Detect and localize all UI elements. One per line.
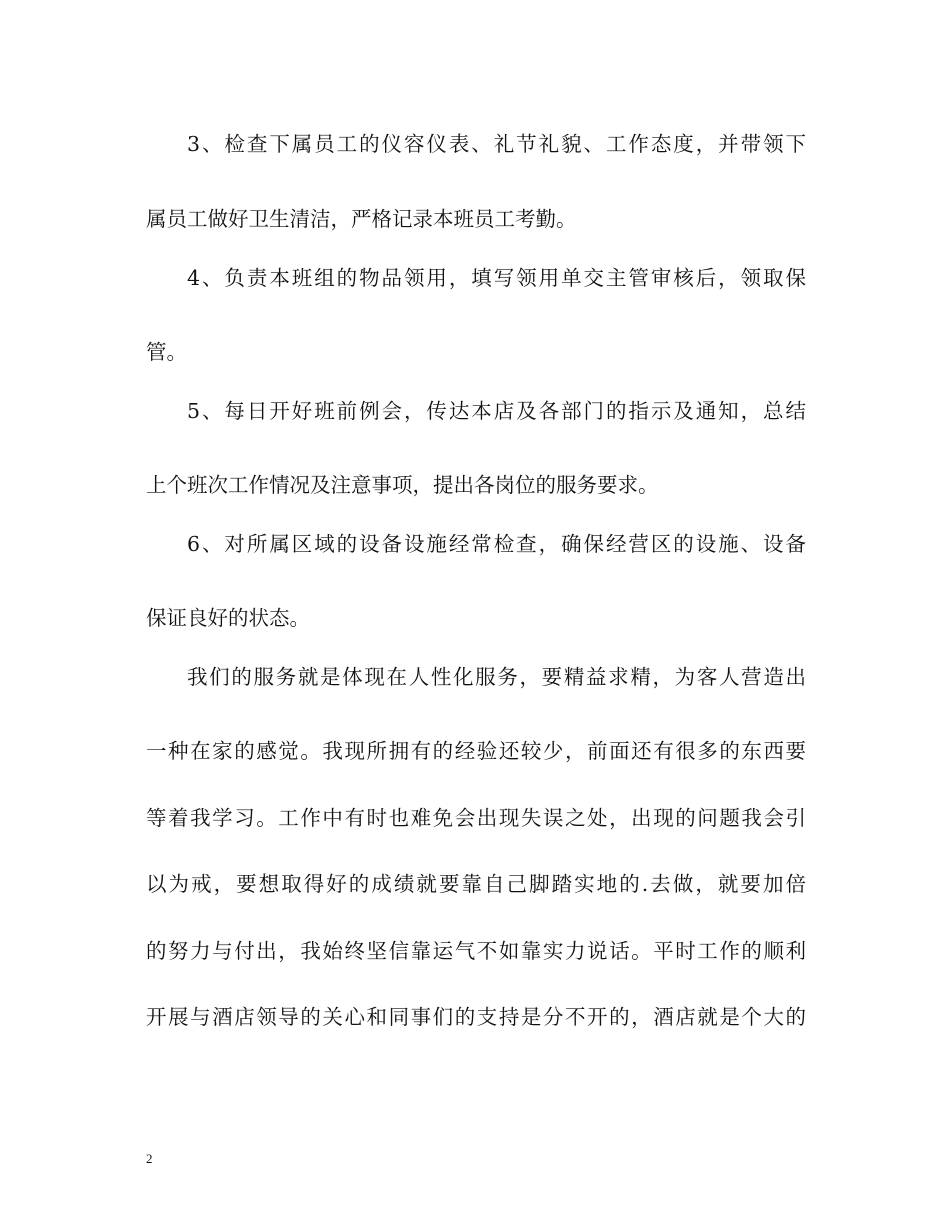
text-line: 管。 — [146, 340, 187, 364]
text-line: 一种在家的感觉。我现所拥有的经验还较少，前面还有很多的东西要 — [146, 739, 806, 763]
text-line: 保证良好的状态。 — [146, 606, 310, 630]
text-line: 5、每日开好班前例会，传达本店及各部门的指示及通知，总结 — [187, 399, 806, 423]
text-line: 4、负责本班组的物品领用，填写领用单交主管审核后，领取保 — [187, 266, 806, 290]
text-line: 我们的服务就是体现在人性化服务，要精益求精，为客人营造出 — [187, 665, 806, 689]
text-line: 上个班次工作情况及注意事项，提出各岗位的服务要求。 — [146, 473, 659, 497]
text-line: 等着我学习。工作中有时也难免会出现失误之处，出现的问题我会引 — [146, 806, 806, 830]
text-line: 3、检查下属员工的仪容仪表、礼节礼貌、工作态度，并带领下 — [187, 132, 806, 156]
text-line: 6、对所属区域的设备设施经常检查，确保经营区的设施、设备 — [187, 532, 806, 556]
text-line: 的努力与付出，我始终坚信靠运气不如靠实力说话。平时工作的顺利 — [146, 939, 806, 963]
page-number: 2 — [146, 1151, 153, 1166]
text-line: 开展与酒店领导的关心和同事们的支持是分不开的，酒店就是个大的 — [146, 1005, 806, 1029]
text-line: 属员工做好卫生清洁，严格记录本班员工考勤。 — [146, 207, 577, 231]
text-line: 以为戒，要想取得好的成绩就要靠自己脚踏实地的.去做，就要加倍 — [146, 872, 806, 896]
